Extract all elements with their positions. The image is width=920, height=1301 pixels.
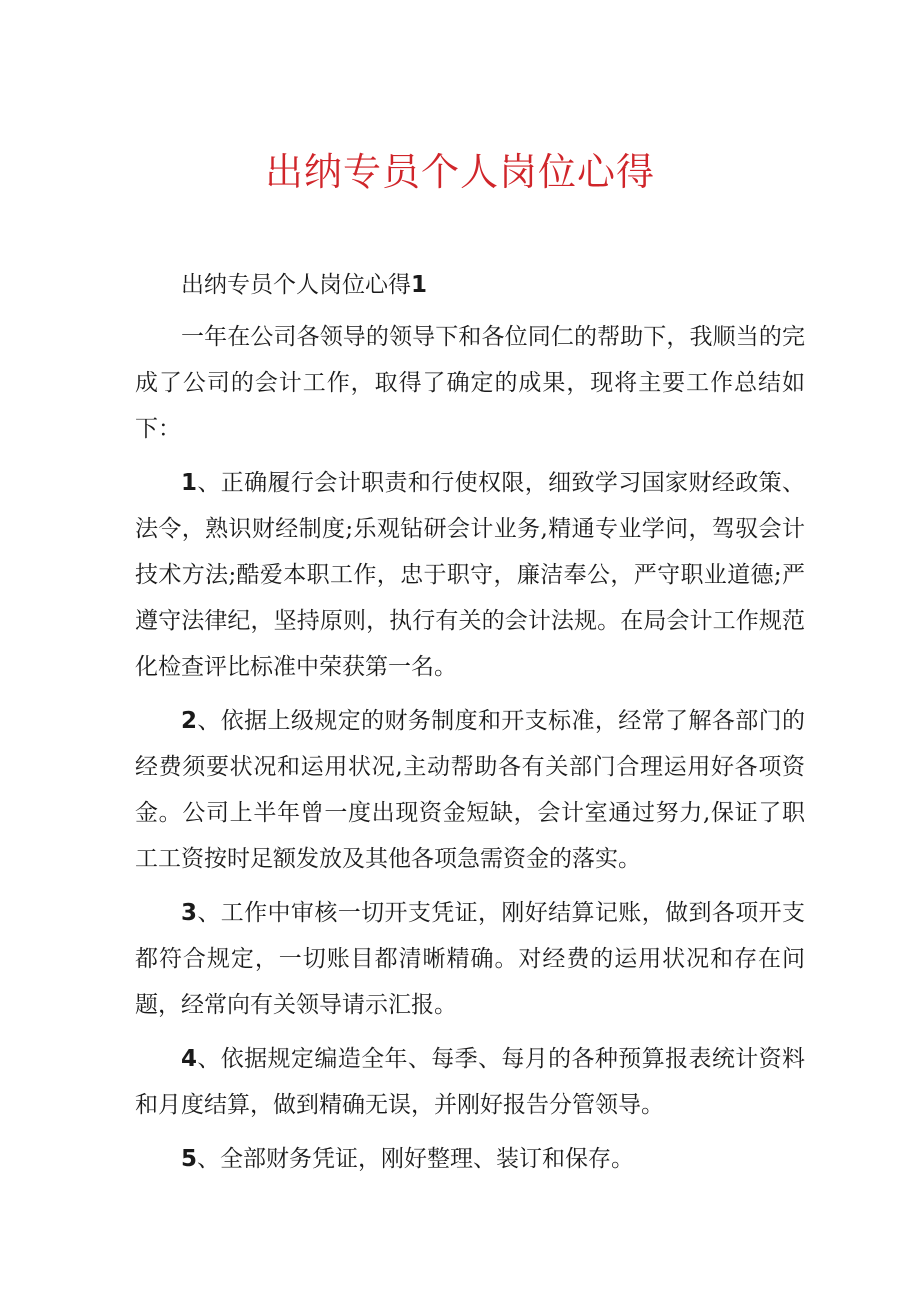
item-paragraph-2 <box>135 698 805 882</box>
item-paragraph-5 <box>135 1136 805 1182</box>
item-text: 、依据上级规定的财务制度和开支标准，经常了解各部门的经费须要状况和运用状况,主动帮助各有关部门合理运用好各项资金。公司上半年曾一度出现资金短缺，会计室通过努力,保证了职工工资按时足额发放及其他各项急需资金的落实。 <box>135 708 805 872</box>
section-heading-text: 出纳专员个人岗位心得 <box>181 272 411 298</box>
intro-paragraph: 一年在公司各领导的领导下和各位同仁的帮助下，我顺当的完成了公司的会计工作，取得了确定的成果，现将主要工作总结如下： <box>135 324 805 442</box>
item-paragraph-3 <box>135 890 805 1028</box>
item-number: 4 <box>181 1046 198 1072</box>
item-number: 1 <box>181 470 198 496</box>
item-number: 3 <box>181 900 198 926</box>
section-heading-number: 1 <box>411 272 428 298</box>
item-text: 、正确履行会计职责和行使权限，细致学习国家财经政策、法令，熟识财经制度;乐观钻研会计业务,精通专业学问，驾驭会计技术方法;酷爱本职工作，忠于职守，廉洁奉公，严守职业道德;严遵守法律纪，坚持原则，执行有关的会计法规。在局会计工作规范化检查评比标准中荣获第一名。 <box>135 470 805 680</box>
document-body <box>135 262 805 1190</box>
item-paragraph-1 <box>135 460 805 690</box>
item-paragraph-4 <box>135 1036 805 1128</box>
document-title: 出纳专员个人岗位心得 <box>264 150 655 194</box>
item-text: 、工作中审核一切开支凭证，刚好结算记账，做到各项开支都符合规定，一切账目都清晰精确。对经费的运用状况和存在问题，经常向有关领导请示汇报。 <box>135 900 805 1018</box>
section-heading <box>135 262 805 308</box>
item-text: 、依据规定编造全年、每季、每月的各种预算报表统计资料和月度结算，做到精确无误，并刚好报告分管领导。 <box>135 1046 805 1118</box>
item-text: 、全部财务凭证，刚好整理、装订和保存。 <box>197 1146 635 1172</box>
item-number: 5 <box>181 1146 198 1172</box>
item-number: 2 <box>181 708 198 734</box>
